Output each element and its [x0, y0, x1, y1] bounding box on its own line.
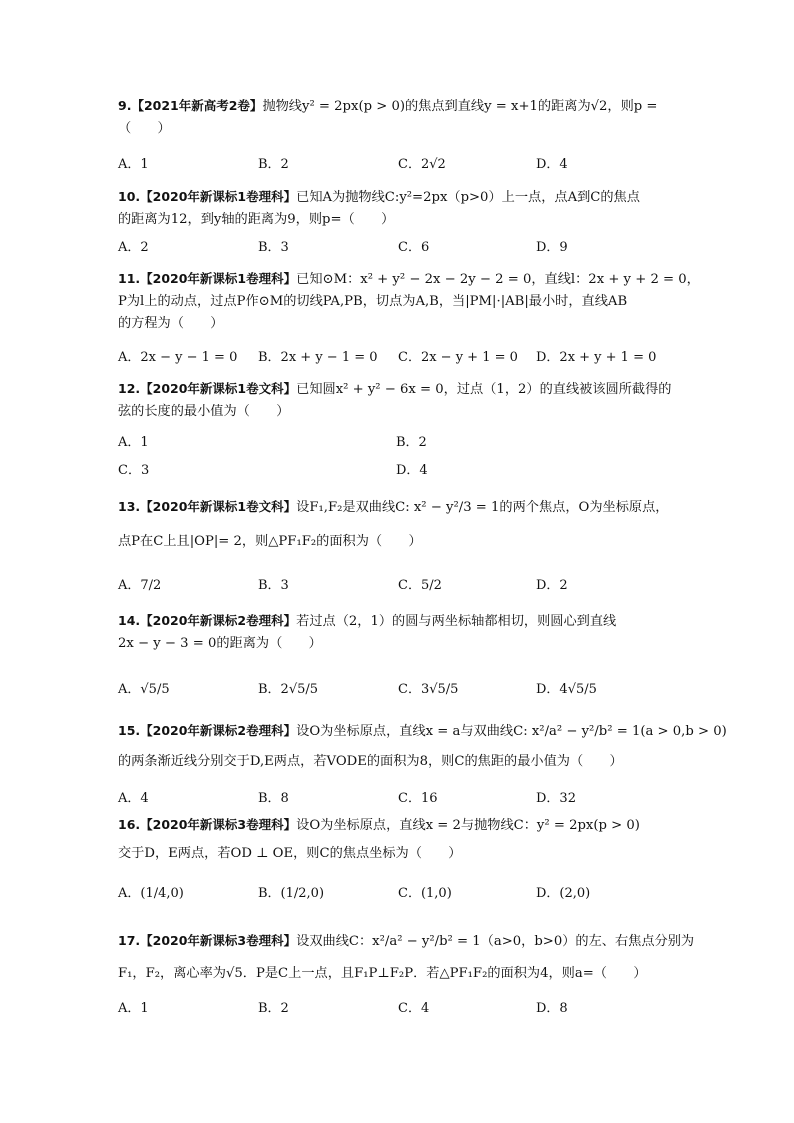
- option-c: C．16: [398, 791, 438, 806]
- question-16: [118, 814, 688, 865]
- option-b: B．2: [396, 435, 427, 450]
- options-row-15: [118, 787, 688, 809]
- options-row-11: [118, 346, 688, 368]
- question-text-line: F₁，F₂，离心率为√5．P是C上一点，且F₁P⊥F₂P．若△PF₁F₂的面积为4，则a=（ ）: [118, 966, 647, 981]
- options-row-17: [118, 997, 688, 1019]
- option-c: C．4: [398, 1001, 430, 1016]
- options-row-9: [118, 153, 688, 175]
- option-a: A．2: [118, 240, 149, 255]
- option-c: C．2x − y + 1 = 0: [398, 350, 518, 365]
- option-c: C．3: [118, 463, 150, 478]
- options-row-10: [118, 236, 688, 258]
- option-b: B．3: [258, 578, 289, 593]
- options-row-16: [118, 882, 688, 904]
- question-10: [118, 186, 688, 231]
- option-d: D．4: [536, 157, 568, 172]
- question-tag: 16.【2020年新课标3卷理科】: [118, 817, 297, 832]
- option-d: D．(2,0): [536, 886, 591, 901]
- question-tag: 14.【2020年新课标2卷理科】: [118, 613, 297, 628]
- option-d: D．32: [536, 791, 576, 806]
- question-text-line: 的两条渐近线分别交于D,E两点，若VODE的面积为8，则C的焦距的最小值为（ ）: [118, 754, 623, 769]
- question-text-line: 抛物线y² = 2px(p > 0)的焦点到直线y = x+1的距离为√2，则p =: [262, 99, 658, 114]
- question-text-line: 已知A为抛物线C:y²=2px（p>0）上一点，点A到C的焦点: [296, 190, 640, 205]
- option-b: B．2√5/5: [258, 682, 319, 697]
- question-text-line: （ ）: [118, 121, 171, 136]
- question-text-line: 的方程为（ ）: [118, 316, 224, 331]
- question-text-line: 设双曲线C：x²/a² − y²/b² = 1（a>0，b>0）的左、右焦点分别为: [296, 934, 695, 949]
- option-c: C．3√5/5: [398, 682, 459, 697]
- options-row-12b: [118, 459, 688, 481]
- option-b: B．3: [258, 240, 289, 255]
- option-c: C．(1,0): [398, 886, 452, 901]
- option-a: A．√5/5: [118, 682, 170, 697]
- question-text-line: 交于D，E两点，若OD ⊥ OE，则C的焦点坐标为（ ）: [118, 846, 462, 861]
- question-text-line: 点P在C上且|OP|= 2，则△PF₁F₂的面积为（ ）: [118, 534, 422, 549]
- option-c: C．5/2: [398, 578, 442, 593]
- options-row-13: [118, 574, 688, 596]
- question-11: [118, 268, 700, 335]
- option-d: D．2x + y + 1 = 0: [536, 350, 657, 365]
- option-a: A．2x − y − 1 = 0: [118, 350, 238, 365]
- question-text-line: 2x − y − 3 = 0的距离为（ ）: [118, 636, 322, 651]
- question-15: [118, 720, 727, 773]
- option-b: B．2x + y − 1 = 0: [258, 350, 378, 365]
- option-a: A．1: [118, 435, 149, 450]
- options-row-14: [118, 678, 688, 700]
- question-text-line: 已知圆x² + y² − 6x = 0，过点（1，2）的直线被该圆所截得的: [296, 382, 672, 397]
- option-b: B．2: [258, 157, 289, 172]
- question-tag: 15.【2020年新课标2卷理科】: [118, 723, 297, 738]
- option-d: D．8: [536, 1001, 568, 1016]
- option-d: D．9: [536, 240, 568, 255]
- option-a: A．4: [118, 791, 149, 806]
- question-text-line: 设O为坐标原点，直线x = 2与抛物线C：y² = 2px(p > 0): [296, 818, 640, 833]
- option-c: C．2√2: [398, 157, 446, 172]
- option-d: D．4: [396, 463, 428, 478]
- question-tag: 17.【2020年新课标3卷理科】: [118, 933, 297, 948]
- option-d: D．4√5/5: [536, 682, 597, 697]
- question-text-line: 弦的长度的最小值为（ ）: [118, 404, 290, 419]
- question-14: [118, 610, 688, 655]
- question-text-line: 设O为坐标原点，直线x = a与双曲线C: x²/a² − y²/b² = 1(a > 0,b > 0): [296, 724, 727, 739]
- question-tag: 13.【2020年新课标1卷文科】: [118, 499, 297, 514]
- question-9: [118, 95, 688, 140]
- question-tag: 12.【2020年新课标1卷文科】: [118, 381, 297, 396]
- option-d: D．2: [536, 578, 568, 593]
- question-text-line: P为l上的动点，过点P作⊙M的切线PA,PB，切点为A,B，当|PM|·|AB|最小时，直线AB: [118, 294, 628, 309]
- option-a: A．1: [118, 157, 149, 172]
- option-a: A．1: [118, 1001, 149, 1016]
- question-tag: 11.【2020年新课标1卷理科】: [118, 271, 297, 286]
- question-tag: 10.【2020年新课标1卷理科】: [118, 189, 297, 204]
- question-12: [118, 378, 688, 423]
- question-17: [118, 930, 695, 985]
- option-a: A．(1/4,0): [118, 886, 184, 901]
- question-13: [118, 496, 688, 553]
- options-row-12a: [118, 431, 688, 453]
- question-text-line: 若过点（2，1）的圆与两坐标轴都相切，则圆心到直线: [296, 614, 617, 629]
- question-text-line: 已知⊙M：x² + y² − 2x − 2y − 2 = 0，直线l：2x + y + 2 = 0，: [296, 272, 700, 287]
- option-b: B．(1/2,0): [258, 886, 325, 901]
- option-a: A．7/2: [118, 578, 162, 593]
- question-text-line: 设F₁,F₂是双曲线C: x² − y²/3 = 1的两个焦点，O为坐标原点，: [296, 500, 669, 515]
- question-text-line: 的距离为12，到y轴的距离为9，则p=（ ）: [118, 212, 395, 227]
- question-tag: 9.【2021年新高考2卷】: [118, 98, 263, 113]
- option-b: B．2: [258, 1001, 289, 1016]
- option-b: B．8: [258, 791, 289, 806]
- option-c: C．6: [398, 240, 430, 255]
